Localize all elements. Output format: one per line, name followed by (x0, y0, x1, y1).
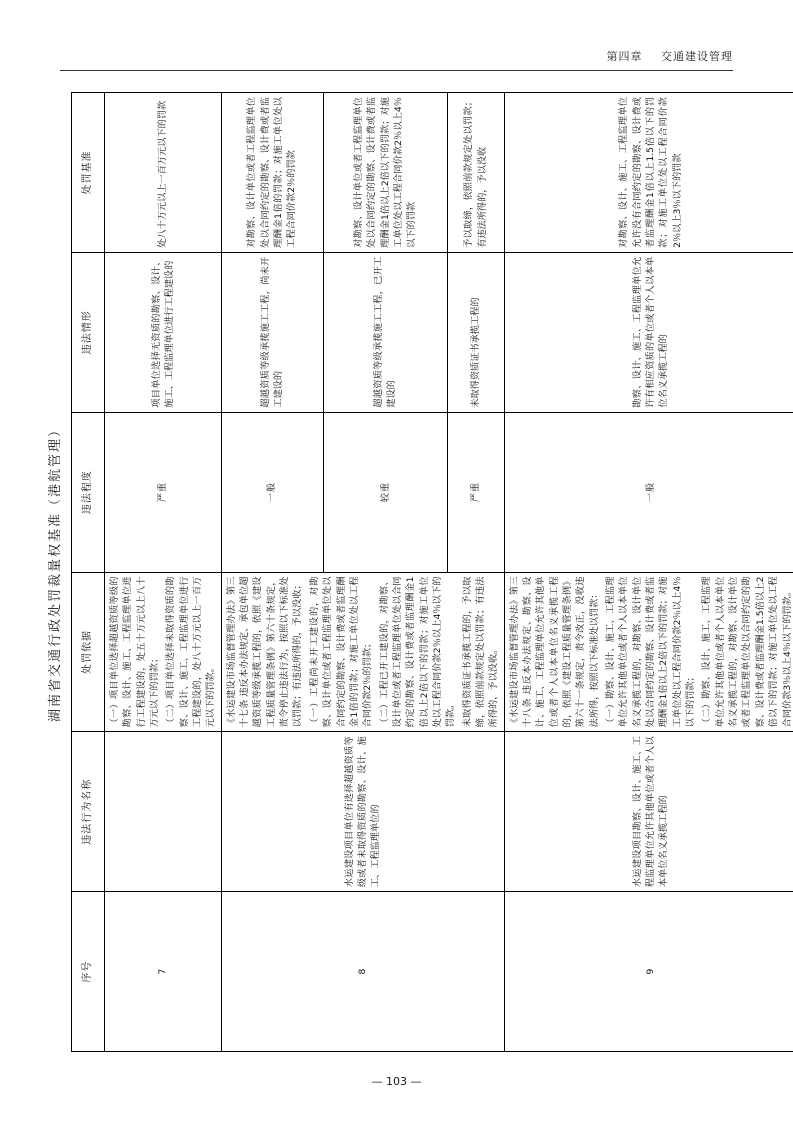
row-degree: 严重 (447, 412, 504, 572)
row-case: 未取得资质证书承揽工程的 (447, 252, 504, 412)
basis-item: （一）工程尚未开工建设的，对勘察、设计单位或者工程监理单位处以合同约定的勘察、设计费或者监理酬金1倍的罚款；对施工单位处以工程合同价款2％的罚款； (308, 576, 374, 728)
page-header (313, 48, 733, 64)
basis-item: （二）勘察、设计、施工、工程监理单位允许其他单位或者个人以本单位名义承揽工程的，对勘察、设计单位或者工程监理单位处以合同约定的勘察、设计费或者监理酬金1.5倍以上2倍以下的罚款；对施工单位处以工程合同价款3％以上4％以下的罚款。 (701, 576, 793, 728)
header-chapter: 第四章 (606, 50, 643, 63)
row-basis (221, 572, 504, 732)
row-standard: 对勘察、设计单位或者工程监理单位处以合同约定的勘察、设计费或者监理酬金1倍的罚款；对施工单位处以工程合同价款2％的罚款 (221, 93, 323, 253)
col-name: 违法行为名称 (72, 732, 105, 892)
basis-item: 未取得资质证书承揽工程的，予以取缔，依照前款规定处以罚款；有违法所得的，予以没收。 (461, 576, 500, 728)
header-divider (60, 70, 733, 71)
table-header-row (72, 93, 105, 1052)
penalty-discretion-table (71, 92, 793, 1052)
row-standard: 处八十万元以上一百万元以下的罚款 (105, 93, 222, 253)
table-row (105, 93, 222, 1052)
row-name (105, 732, 222, 892)
header-section: 交通建设管理 (661, 50, 733, 63)
row-name: 水运建设项目勘察、设计、施工、工程监理单位允许其他单位或者个人以本单位名义承揽工程的 (504, 732, 793, 892)
basis-item: （二）项目单位选择未取得资质的勘察、设计、施工、工程监理单位进行工程建设的，处八十万元以上一百万元以下的罚款。 (165, 576, 217, 728)
col-seq: 序号 (72, 892, 105, 1052)
basis-item: （二）工程已开工建设的，对勘察、设计单位或者工程监理单位处以合同约定的勘察、设计费或者监理酬金1倍以上2倍以下的罚款；对施工单位处以工程合同价款2％以上4％以下的罚款。 (378, 576, 457, 728)
row-degree: 一般 (221, 412, 323, 572)
col-basis: 处罚依据 (72, 572, 105, 732)
table-row (221, 93, 323, 1052)
row-seq: 7 (105, 892, 222, 1052)
row-degree: 一般 (504, 412, 793, 572)
basis-item: 《水运建设市场监督管理办法》第三十七条 违反本办法规定、承包单位超越资质等级承揽工程的，依照《建设工程质量管理条例》第六十条规定，责令停止违法行为，按照以下标准处以罚款；有违法所得的，予以没收； (225, 576, 304, 728)
row-seq: 9 (504, 892, 793, 1052)
table-title: 湖南省交通行政处罚裁量权基准（港航管理） (48, 422, 63, 723)
page-number: — 103 — (371, 1075, 422, 1088)
row-basis (504, 572, 793, 732)
row-case: 项目单位选择无资质的勘察、设计、施工、工程监理单位进行工程建设的 (105, 252, 222, 412)
col-case: 违法情形 (72, 252, 105, 412)
table-row (504, 93, 793, 1052)
basis-item: （一）勘察、设计、施工、工程监理单位允许其他单位或者个人以本单位名义承揽工程的，对勘察、设计单位处以合同约定的勘察、设计费或者监理酬金1倍以上2倍以下的罚款；对施工单位处以工程合同价款2％以上4％以下的罚款； (605, 576, 697, 728)
row-name: 水运建设项目单位有选择超越资质等级或者未取得资质的勘察、设计、施工、工程监理单位的 (221, 732, 504, 892)
row-standard: 对勘察、设计单位或者工程监理单位处以合同约定的勘察、设计费或者监理酬金1倍以上2倍以下的罚款；对施工单位处以工程合同价款2％以上4％以下的罚款 (323, 93, 447, 253)
row-seq: 8 (221, 892, 504, 1052)
basis-item: 《水运建设市场监督管理办法》第三十八条 违反本办法规定、勘察、设计、施工、工程监理单位允许其他单位或者个人以本单位名义承揽工程的，依照《建设工程质量管理条例》第六十一条规定，责令改正，没收违法所得，按照以下标准处以罚款： (508, 576, 600, 728)
row-basis (105, 572, 222, 732)
row-case: 超越资质等级承揽施工工程，尚未开工建设的 (221, 252, 323, 412)
col-degree: 违法程度 (72, 412, 105, 572)
basis-item: （一）项目单位选择超越资质等级的勘察、设计、施工、工程监理单位进行工程建设的，处五十万元以上八十万元以下的罚款； (109, 576, 161, 728)
rotated-table-area (44, 92, 793, 1052)
row-degree: 严重 (105, 412, 222, 572)
row-standard: 予以取缔，依照前款规定处以罚款；有违法所得的，予以没收 (447, 93, 504, 253)
row-case: 勘察、设计、施工、工程监理单位允许有相应资质的单位或者个人以本单位名义承揽工程的 (504, 252, 793, 412)
row-degree: 较重 (323, 412, 447, 572)
row-standard: 对勘察、设计、施工、工程监理单位允许没有合同约定的勘察、设计费或者监理酬金1倍以上1.5倍以下的罚款；对施工单位处以工程合同价款2％以上3％以下的罚款 (504, 93, 793, 253)
row-case: 超越资质等级承揽施工工程，已开工建设的 (323, 252, 447, 412)
col-std: 处罚基准 (72, 93, 105, 253)
